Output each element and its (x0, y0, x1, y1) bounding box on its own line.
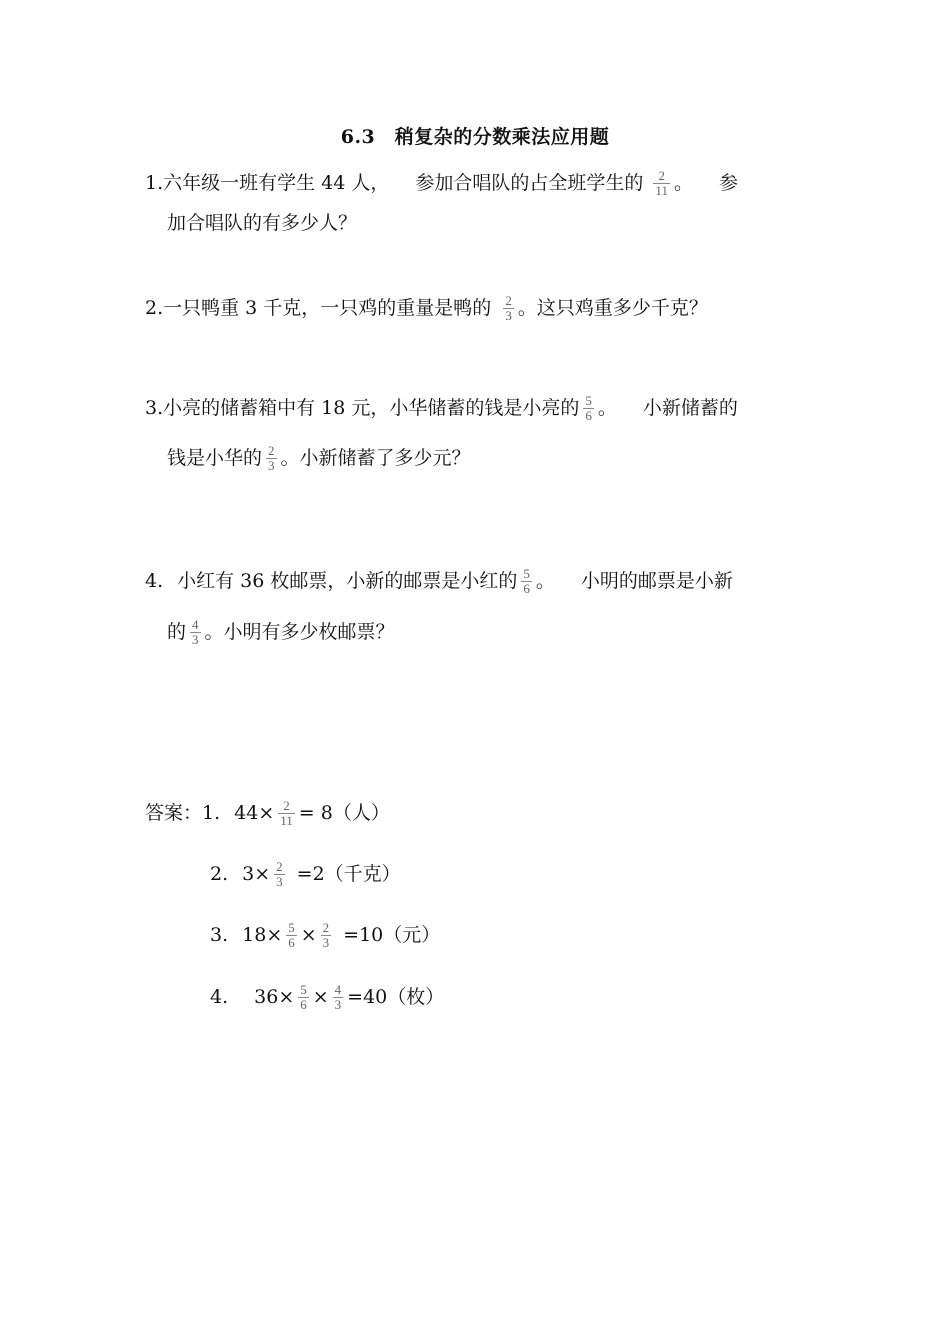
question-text: 。小明有多少枚邮票？ (204, 621, 395, 643)
question-text: 的 (167, 621, 187, 643)
question-text: 参 (718, 172, 738, 194)
fraction-numerator: 5 (585, 392, 592, 408)
question-text: 小新储蓄的 (642, 397, 738, 419)
fraction (503, 294, 514, 323)
question-text: 小红有 36 枚邮票，小新的邮票是小红的 (177, 570, 518, 592)
answer-number: 3. (210, 924, 229, 946)
question-number: 4. (145, 570, 164, 592)
answer-text: 18× (242, 924, 283, 946)
question-text: 小明的邮票是小新 (580, 570, 733, 592)
fraction-denominator: 6 (288, 934, 295, 950)
fraction-numerator: 2 (276, 858, 283, 874)
fraction-denominator: 3 (505, 307, 512, 323)
fraction-denominator: 6 (523, 580, 530, 596)
fraction-numerator: 2 (505, 292, 512, 308)
fraction-denominator: 3 (192, 631, 199, 647)
fraction (274, 860, 285, 889)
fraction (190, 618, 201, 647)
fraction-numerator: 4 (192, 616, 199, 632)
question-text: 。 (597, 397, 617, 419)
answers-label: 答案： (145, 802, 203, 824)
question-1-line-2: 加合唱队的有多少人？ (167, 212, 358, 234)
fraction-denominator: 11 (655, 182, 668, 198)
fraction-denominator: 11 (280, 812, 293, 828)
question-text: 小亮的储蓄箱中有 18 元，小华储蓄的钱是小亮的 (163, 397, 580, 419)
question-4-line-1 (145, 566, 733, 597)
answer-2 (210, 859, 401, 890)
answer-text: 36× (254, 986, 295, 1008)
answer-number: 1. (202, 802, 221, 824)
fraction (298, 983, 309, 1012)
question-number: 2. (145, 297, 164, 319)
fraction-denominator: 6 (300, 996, 307, 1012)
fraction-numerator: 2 (268, 442, 275, 458)
fraction (278, 799, 295, 828)
fraction (286, 921, 297, 950)
answer-3 (210, 920, 440, 951)
question-2-line-1 (145, 293, 708, 324)
fraction (266, 444, 277, 473)
answer-number: 2. (210, 863, 229, 885)
answer-1 (145, 798, 390, 829)
answer-text: =10（元） (343, 924, 441, 946)
fraction-numerator: 2 (322, 919, 330, 935)
answer-number: 4. (210, 986, 229, 1008)
answer-text: 3× (242, 863, 271, 885)
question-text: 。 (673, 172, 693, 194)
question-text: 。这只鸡重多少千克？ (517, 297, 708, 319)
fraction-numerator: 5 (523, 565, 530, 581)
answer-text: =40（枚） (347, 986, 445, 1008)
question-number: 1. (145, 172, 164, 194)
fraction-numerator: 5 (288, 919, 295, 935)
question-3-line-2 (167, 443, 471, 474)
question-text: 钱是小华的 (167, 447, 263, 469)
fraction (583, 394, 594, 423)
question-text: 。小新储蓄了多少元？ (280, 447, 471, 469)
question-number: 3. (145, 397, 164, 419)
question-text: 。 (535, 570, 555, 592)
fraction-denominator: 3 (276, 873, 283, 889)
question-text: 参加合唱队的占全班学生的 (415, 172, 644, 194)
fraction (521, 567, 532, 596)
answer-4 (210, 982, 444, 1013)
fraction-numerator: 4 (334, 981, 342, 997)
fraction-numerator: 2 (283, 797, 290, 813)
answer-text: = 8（人） (298, 802, 390, 824)
fraction-denominator: 3 (334, 996, 342, 1012)
fraction-numerator: 2 (658, 167, 665, 183)
page-title: 6.3 稍复杂的分数乘法应用题 (340, 126, 610, 148)
question-3-line-1 (145, 393, 738, 424)
fraction (653, 169, 670, 198)
fraction (333, 983, 344, 1012)
fraction-denominator: 3 (322, 934, 330, 950)
question-1-line-1 (145, 168, 738, 199)
answer-text: =2（千克） (296, 863, 401, 885)
question-text: 六年级一班有学生 44 人， (163, 172, 390, 194)
question-text: 一只鸭重 3 千克，一只鸡的重量是鸭的 (163, 297, 492, 319)
answer-text: × (312, 986, 329, 1008)
fraction-numerator: 5 (300, 981, 307, 997)
fraction-denominator: 3 (268, 457, 275, 473)
answer-text: × (300, 924, 317, 946)
fraction-denominator: 6 (585, 407, 592, 423)
fraction (321, 921, 332, 950)
answer-text: 44× (234, 802, 275, 824)
question-4-line-2 (167, 617, 395, 648)
